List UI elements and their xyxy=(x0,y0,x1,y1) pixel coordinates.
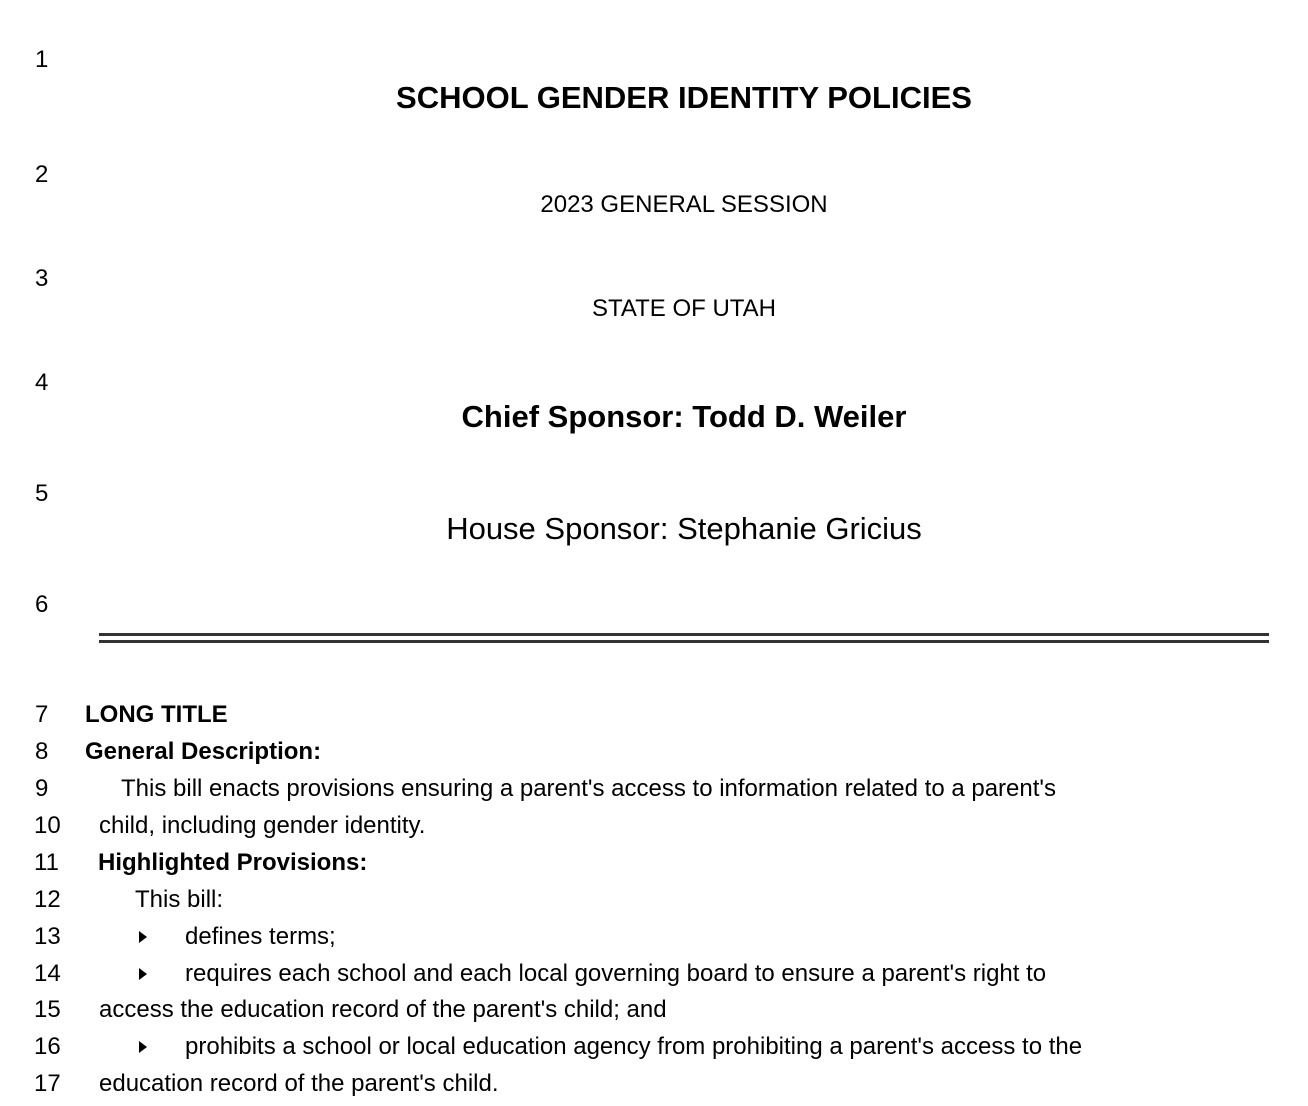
line-number: 6 xyxy=(35,591,49,618)
description-line-1: This bill enacts provisions ensuring a parent's access to information related to a parent's xyxy=(121,775,1056,802)
divider-bottom xyxy=(99,640,1269,643)
long-title-heading: LONG TITLE xyxy=(85,701,228,728)
line-number: 5 xyxy=(35,480,49,507)
bullet-triangle-icon xyxy=(139,1041,147,1053)
line-number: 10 xyxy=(34,812,61,839)
line-number: 7 xyxy=(35,701,49,728)
line-number: 13 xyxy=(34,923,61,950)
state-label: STATE OF UTAH xyxy=(592,295,776,322)
bullet-3-line-1: prohibits a school or local education agency from prohibiting a parent's access to the xyxy=(185,1033,1083,1060)
line-number: 3 xyxy=(35,265,49,292)
line-number: 9 xyxy=(35,775,49,802)
chief-sponsor: Chief Sponsor: Todd D. Weiler xyxy=(461,399,907,434)
bullet-1: defines terms; xyxy=(185,923,336,950)
description-line-2: child, including gender identity. xyxy=(99,812,426,839)
session-label: 2023 GENERAL SESSION xyxy=(540,191,828,218)
highlighted-provisions-heading: Highlighted Provisions: xyxy=(98,849,368,876)
line-number: 1 xyxy=(35,46,49,73)
line-number: 14 xyxy=(34,960,61,987)
bullet-triangle-icon xyxy=(139,931,147,943)
line-number: 16 xyxy=(34,1033,61,1060)
line-number: 17 xyxy=(34,1070,61,1097)
this-bill-label: This bill: xyxy=(135,886,224,913)
bullet-triangle-icon xyxy=(139,968,147,980)
line-number: 15 xyxy=(34,996,61,1023)
general-description-heading: General Description: xyxy=(85,738,322,765)
line-number: 2 xyxy=(35,161,49,188)
bill-title: SCHOOL GENDER IDENTITY POLICIES xyxy=(396,80,972,115)
line-number: 8 xyxy=(35,738,49,765)
bullet-2-line-2: access the education record of the parent's child; and xyxy=(99,996,667,1023)
bullet-3-line-2: education record of the parent's child. xyxy=(99,1070,499,1097)
line-number: 4 xyxy=(35,369,49,396)
divider-top xyxy=(99,633,1269,636)
line-number: 11 xyxy=(34,849,59,876)
line-number: 12 xyxy=(34,886,61,913)
bullet-2-line-1: requires each school and each local governing board to ensure a parent's right to xyxy=(185,960,1047,987)
house-sponsor: House Sponsor: Stephanie Gricius xyxy=(446,511,922,546)
